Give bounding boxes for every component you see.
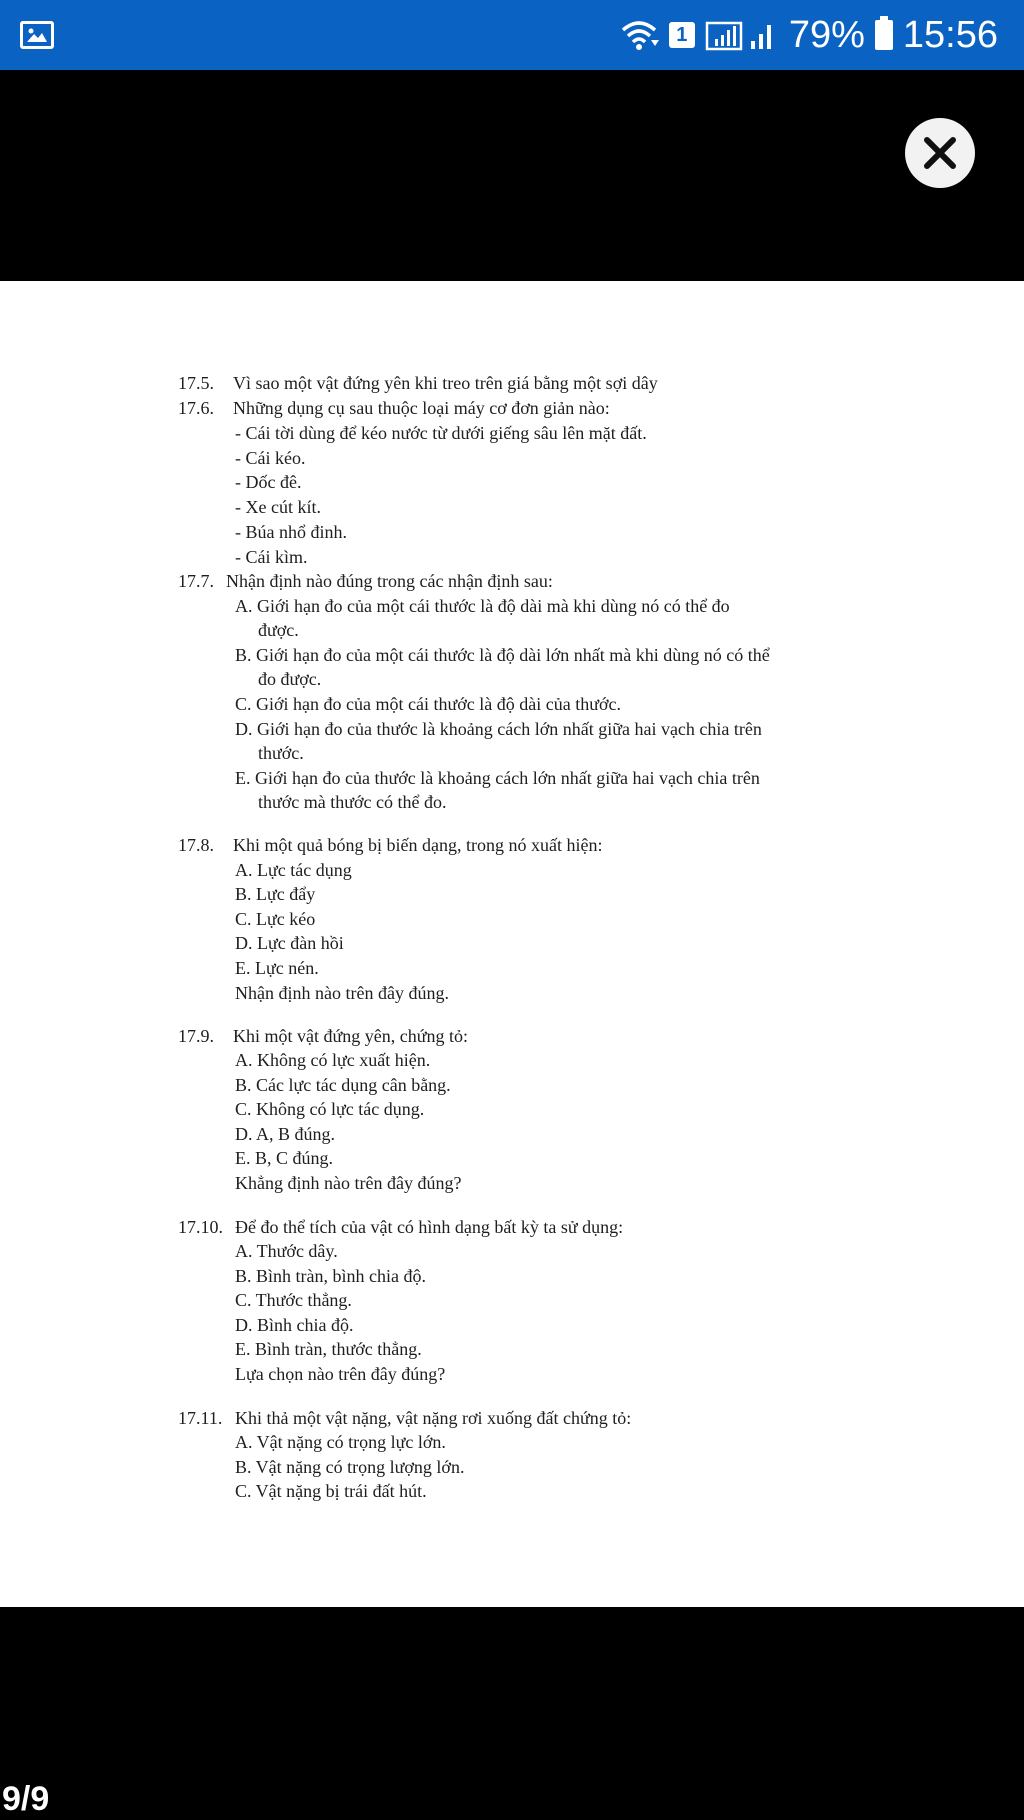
battery-icon: [875, 20, 893, 50]
option-line: được.: [258, 620, 299, 640]
close-icon: [922, 135, 958, 171]
battery-percent: 79%: [788, 13, 865, 56]
list-item: - Búa nhổ đinh.: [235, 522, 347, 542]
signal-icon: [705, 19, 779, 51]
option: A. Lực tác dụng: [235, 860, 352, 880]
question-footer: Khẳng định nào trên đây đúng?: [235, 1173, 462, 1193]
option: E. Bình tràn, thước thẳng.: [235, 1339, 422, 1359]
question-17-9: 17.9. Khi một vật đứng yên, chứng tỏ:: [178, 1026, 468, 1046]
question-footer: Lựa chọn nào trên đây đúng?: [235, 1364, 446, 1384]
list-item: - Xe cút kít.: [235, 497, 321, 517]
option-line: E. Giới hạn đo của thước là khoảng cách lớn nhất giữa hai vạch chia trên: [235, 768, 760, 788]
sim-slot-badge: 1: [669, 22, 695, 48]
option: C. Thước thẳng.: [235, 1290, 352, 1310]
option-line: thước mà thước có thể đo.: [258, 792, 447, 812]
option: A. Vật nặng có trọng lực lớn.: [235, 1432, 446, 1452]
document-page[interactable]: [0, 281, 1024, 1607]
option: C. Không có lực tác dụng.: [235, 1099, 425, 1119]
status-icons: [619, 12, 998, 58]
close-button[interactable]: [905, 118, 975, 188]
list-item: - Cái tời dùng để kéo nước từ dưới giếng sâu lên mặt đất.: [235, 423, 647, 443]
list-item: - Dốc đê.: [235, 472, 302, 492]
option: B. Bình tràn, bình chia độ.: [235, 1266, 426, 1286]
list-item: - Cái kìm.: [235, 547, 308, 567]
question-17-10: 17.10. Để đo thể tích của vật có hình dạng bất kỳ ta sử dụng:: [178, 1217, 624, 1237]
question-17-11: 17.11. Khi thả một vật nặng, vật nặng rơi xuống đất chứng tỏ:: [178, 1408, 632, 1428]
option: E. B, C đúng.: [235, 1148, 334, 1168]
option: B. Các lực tác dụng cân bằng.: [235, 1075, 451, 1095]
list-item: - Cái kéo.: [235, 448, 306, 468]
option: C. Lực kéo: [235, 909, 316, 929]
option-line: B. Giới hạn đo của một cái thước là độ dài lớn nhất mà khi dùng nó có thể: [235, 645, 770, 665]
option: B. Vật nặng có trọng lượng lớn.: [235, 1457, 465, 1477]
gallery-icon: [20, 21, 54, 49]
option-line: đo được.: [258, 669, 322, 689]
option: E. Lực nén.: [235, 958, 319, 978]
question-17-6: 17.6. Những dụng cụ sau thuộc loại máy cơ đơn giản nào:: [178, 398, 610, 418]
option: B. Lực đẩy: [235, 884, 316, 904]
option-line: thước.: [258, 743, 304, 763]
page-indicator: 9/9: [2, 1780, 50, 1818]
question-17-5: 17.5. Vì sao một vật đứng yên khi treo trên giá bằng một sợi dây: [178, 373, 658, 393]
option: A. Thước dây.: [235, 1241, 338, 1261]
question-footer: Nhận định nào trên đây đúng.: [235, 983, 449, 1003]
option-line: A. Giới hạn đo của một cái thước là độ dài mà khi dùng nó có thể đo: [235, 596, 730, 616]
option: D. Lực đàn hồi: [235, 933, 344, 953]
option: D. A, B đúng.: [235, 1124, 336, 1144]
wifi-icon: [619, 18, 659, 52]
option: C. Vật nặng bị trái đất hút.: [235, 1481, 427, 1501]
option-line: D. Giới hạn đo của thước là khoảng cách lớn nhất giữa hai vạch chia trên: [235, 719, 762, 739]
option-line: C. Giới hạn đo của một cái thước là độ dài của thước.: [235, 694, 621, 714]
status-bar: [0, 0, 1024, 70]
question-17-8: 17.8. Khi một quả bóng bị biến dạng, trong nó xuất hiện:: [178, 835, 603, 855]
clock: 15:56: [902, 13, 998, 56]
question-17-7: 17.7. Nhận định nào đúng trong các nhận định sau:: [178, 571, 553, 591]
option: A. Không có lực xuất hiện.: [235, 1050, 431, 1070]
option: D. Bình chia độ.: [235, 1315, 354, 1335]
